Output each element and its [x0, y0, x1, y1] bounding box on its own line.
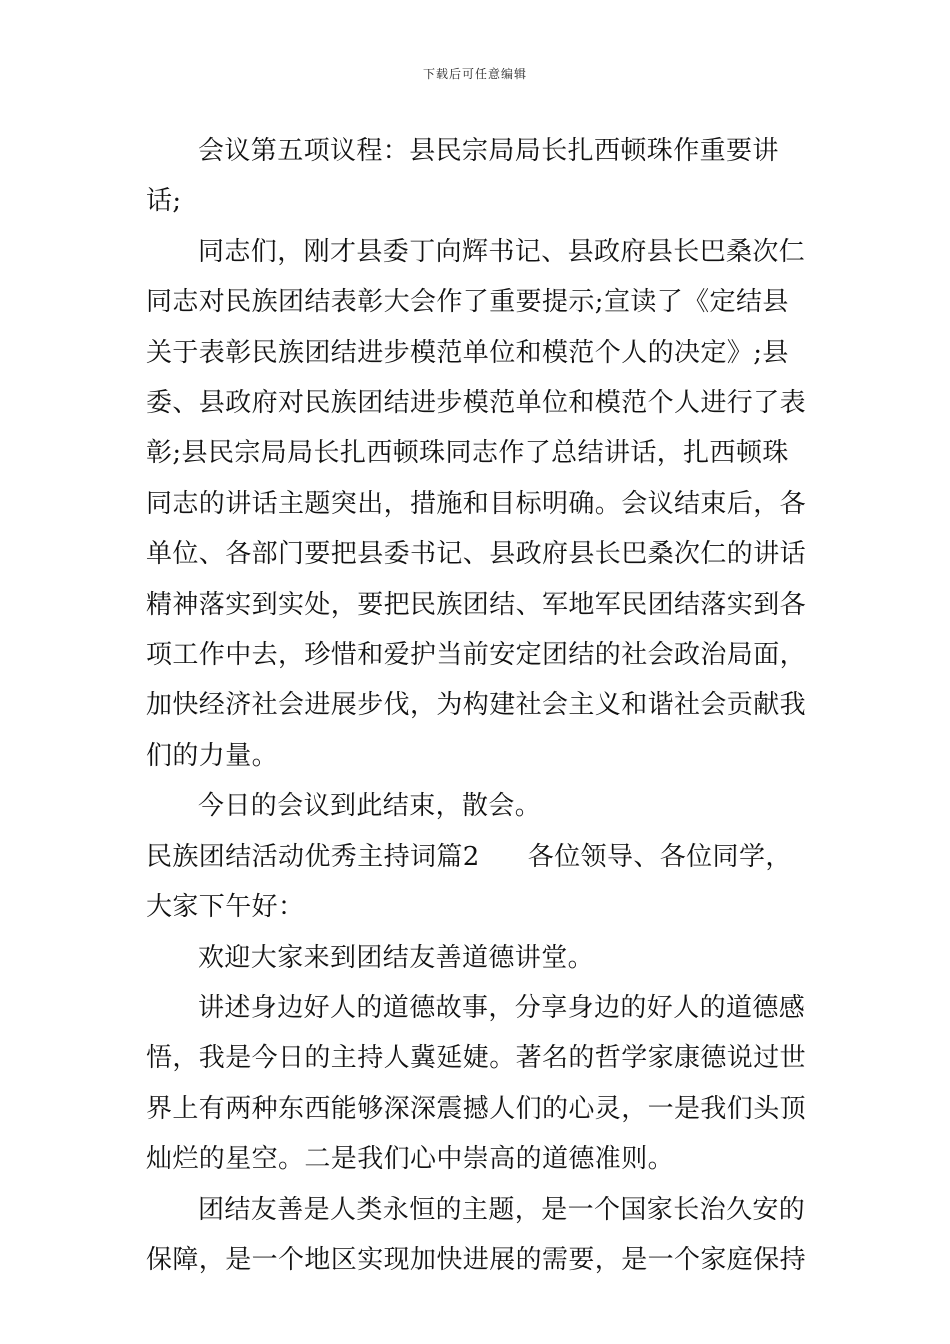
paragraph-unity-theme: 团结友善是人类永恒的主题，是一个国家长治久安的保障，是一个地区实现加快进展的需要，是一个家庭保持	[146, 1194, 807, 1275]
document-body	[146, 126, 810, 1285]
greeting-text: 各位领导、各位同学，大家下午好：	[146, 841, 792, 923]
paragraph-meeting-end: 今日的会议到此结束，散会。	[198, 791, 542, 822]
paragraph-agenda-item: 会议第五项议程：县民宗局局长扎西顿珠作重要讲话;	[146, 136, 779, 217]
section-title: 民族团结活动优秀主持词篇2	[146, 841, 480, 872]
paragraph-welcome: 欢迎大家来到团结友善道德讲堂。	[198, 942, 595, 973]
page-header: 下载后可任意编辑	[422, 67, 527, 81]
paragraph-closing-speech: 同志们，刚才县委丁向辉书记、县政府县长巴桑次仁同志对民族团结表彰大会作了重要提示;宣读了《定结县关于表彰民族团结进步模范单位和模范个人的决定》;县委、县政府对民族团结进步模范单位和模范个人进行了表彰;县民宗局局长扎西顿珠同志作了总结讲话，扎西顿珠同志的讲话主题突出，措施和目标明确。会议结束后，各单位、各部门要把县委书记、县政府县长巴桑次仁的讲话精神落实到实处，要把民族团结、军地军民团结落实到各项工作中去，珍惜和爱护当前安定团结的社会政治局面，加快经济社会进展步伐，为构建社会主义和谐社会贡献我们的力量。	[146, 236, 807, 771]
paragraph-host-intro: 讲述身边好人的道德故事，分享身边的好人的道德感悟，我是今日的主持人冀延婕。著名的哲学家康德说过世界上有两种东西能够深深震撼人们的心灵，一是我们头顶灿烂的星空。二是我们心中崇高的道德准则。	[146, 992, 807, 1175]
section-heading-line	[146, 832, 810, 933]
